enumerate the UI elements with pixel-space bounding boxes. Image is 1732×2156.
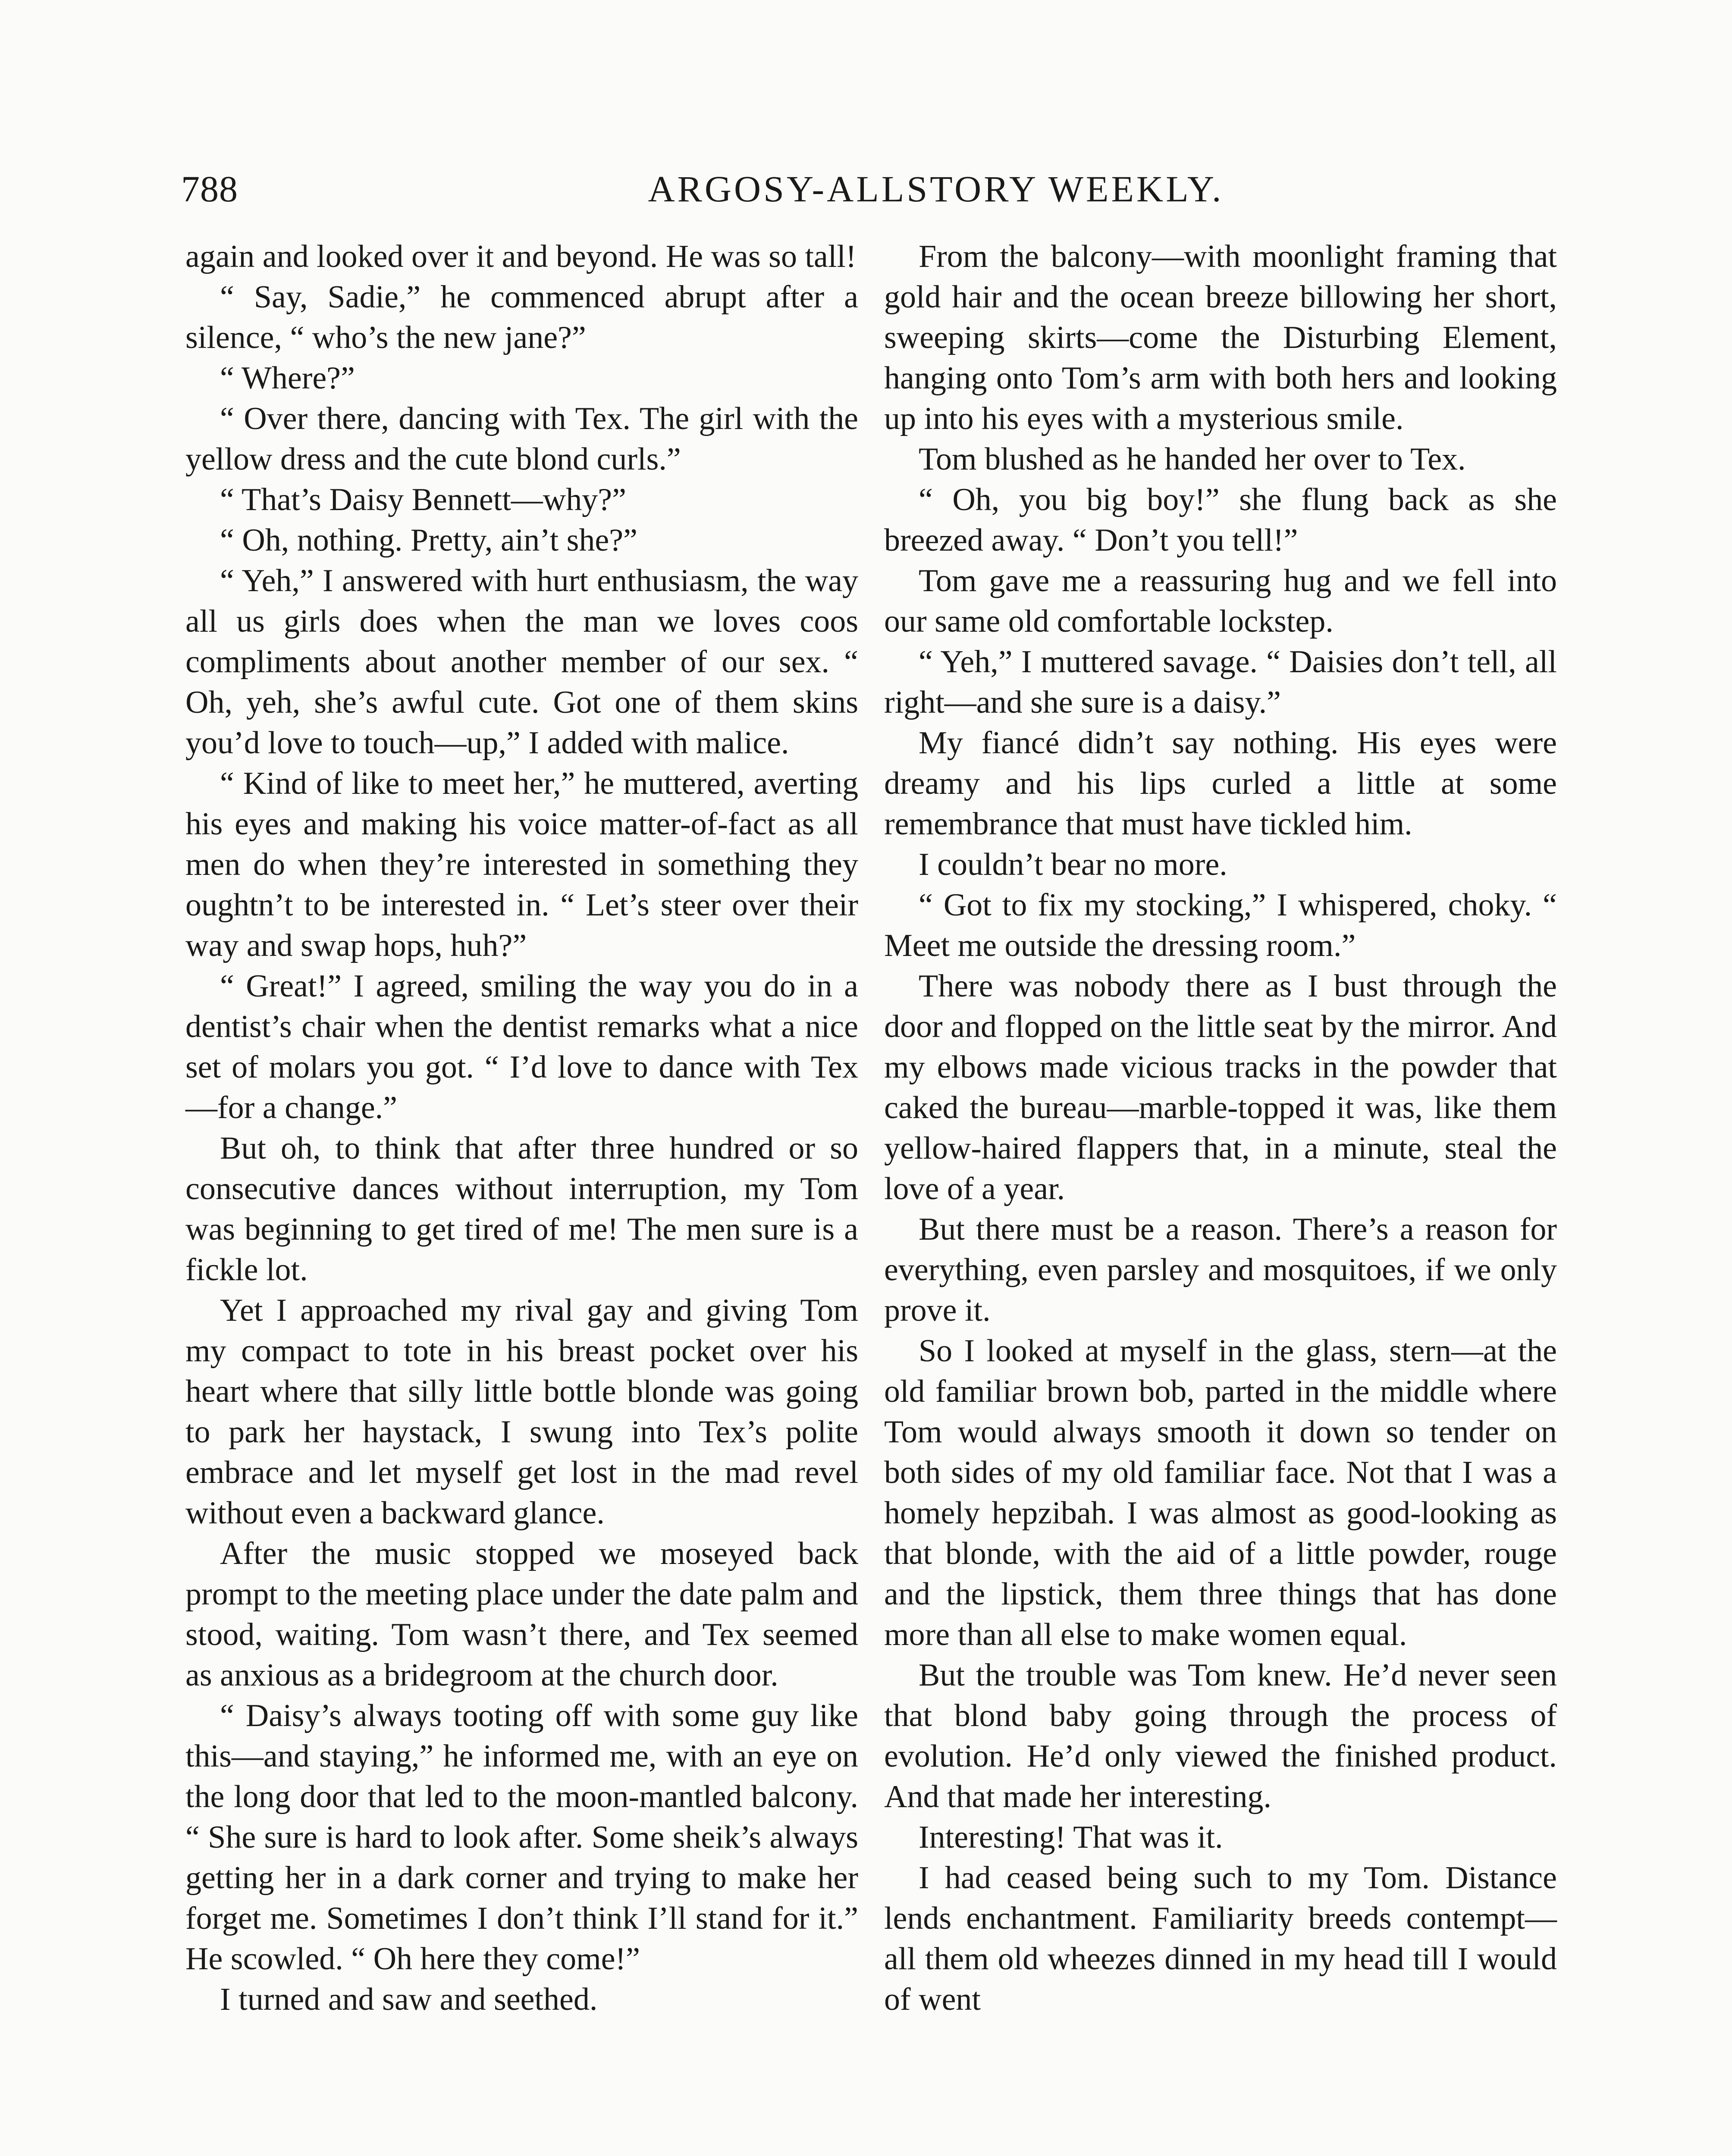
paragraph: “ Say, Sadie,” he commenced abrupt after a silence, “ who’s the new jane?” [185,279,858,355]
paragraph: There was nobody there as I bust through the door and flopped on the little seat by the mirror. And my elbows made vicious tracks in the powder that caked the bureau—marble-topped it was, like them yellow-haired flappers that, in a minute, steal the love of a year. [884,968,1557,1206]
paragraph: I turned and saw and seethed. [220,1982,598,2017]
paragraph: “ Where?” [220,360,355,396]
paragraph: “ That’s Daisy Bennett—why?” [220,482,626,517]
page-number: 788 [181,168,238,210]
paragraph: Tom gave me a reassuring hug and we fell into our same old comfortable lockstep. [884,563,1557,639]
paragraph: “ Yeh,” I answered with hurt enthusiasm, the way all us girls does when the man we loves coos compliments about another member of our sex. “ Oh, yeh, she’s awful cute. Got one of them skins you’d love to touch—up,” I added with malice. [185,563,858,761]
paragraph: “ Kind of like to meet her,” he muttered, averting his eyes and making his voice matter-of-fact as all men do when they’re interested in something they oughtn’t to be interested in. “ Let’s steer over their way and swap hops, huh?” [185,766,858,963]
paragraph: I couldn’t bear no more. [919,847,1227,882]
paragraph: After the music stopped we moseyed back prompt to the meeting place under the date palm and stood, waiting. Tom wasn’t there, and Tex seemed as anxious as a bridegroom at the church door. [185,1536,858,1693]
paragraph: But there must be a reason. There’s a reason for everything, even parsley and mosquitoes, if we only prove it. [884,1212,1557,1328]
paragraph: From the balcony—with moonlight framing that gold hair and the ocean breeze billowing her short, sweeping skirts—come the Disturbing Element, hanging onto Tom’s arm with both hers and looking up into his eyes with a mysterious smile. [884,239,1557,436]
paragraph: Tom blushed as he handed her over to Tex. [919,442,1466,477]
paragraph: I had ceased being such to my Tom. Distance lends enchantment. Familiarity breeds contempt—all them old wheezes dinned in my head till I would of went [884,1860,1557,2017]
paragraph: So I looked at myself in the glass, stern—at the old familiar brown bob, parted in the middle where Tom would always smooth it down so tender on both sides of my old familiar face. Not that I was a homely hepzibah. I was almost as good-looking as that blonde, with the aid of a little powder, rouge and the lipstick, them three things that has done more than all else to make women equal. [884,1333,1557,1652]
paragraph: “ Over there, dancing with Tex. The girl with the yellow dress and the cute blond curls.” [185,401,858,477]
paragraph: My fiancé didn’t say nothing. His eyes were dreamy and his lips curled a little at some remembrance that must have tickled him. [884,725,1557,842]
paragraph: “ Daisy’s always tooting off with some guy like this—and staying,” he informed me, with an eye on the long door that led to the moon-mantled balcony. “ She sure is hard to look after. Some sheik’s always getting her in a dark corner and trying to make her forget me. Sometimes I don’t think I’ll stand for it.” He scowled. “ Oh here they come!” [185,1698,858,1977]
page-header [181,167,1553,219]
paragraph: “ Yeh,” I muttered savage. “ Daisies don’t tell, all right—and she sure is a daisy.” [884,644,1557,720]
paragraph: But oh, to think that after three hundred or so consecutive dances without interruption, my Tom was beginning to get tired of me! The men sure is a fickle lot. [185,1131,858,1288]
paragraph: “ Oh, nothing. Pretty, ain’t she?” [220,523,637,558]
right-column [884,236,1557,2020]
paragraph: “ Got to fix my stocking,” I whispered, choky. “ Meet me outside the dressing room.” [884,887,1557,963]
paragraph: “ Great!” I agreed, smiling the way you do in a dentist’s chair when the dentist remarks what a nice set of molars you got. “ I’d love to dance with Tex—for a change.” [185,968,858,1125]
paragraph: again and looked over it and beyond. He was so tall! [185,239,857,274]
paragraph: Yet I approached my rival gay and giving Tom my compact to tote in his breast pocket over his heart where that silly little bottle blonde was going to park her haystack, I swung into Tex’s polite embrace and let myself get lost in the mad revel without even a backward glance. [185,1293,858,1531]
left-column [185,236,858,2020]
paragraph: Interesting! That was it. [919,1820,1223,1855]
running-head: ARGOSY-ALLSTORY WEEKLY. [648,168,1224,210]
paragraph: But the trouble was Tom knew. He’d never seen that blond baby going through the process of evolution. He’d only viewed the finished product. And that made her interesting. [884,1658,1557,1814]
paragraph: “ Oh, you big boy!” she flung back as she breezed away. “ Don’t you tell!” [884,482,1557,558]
